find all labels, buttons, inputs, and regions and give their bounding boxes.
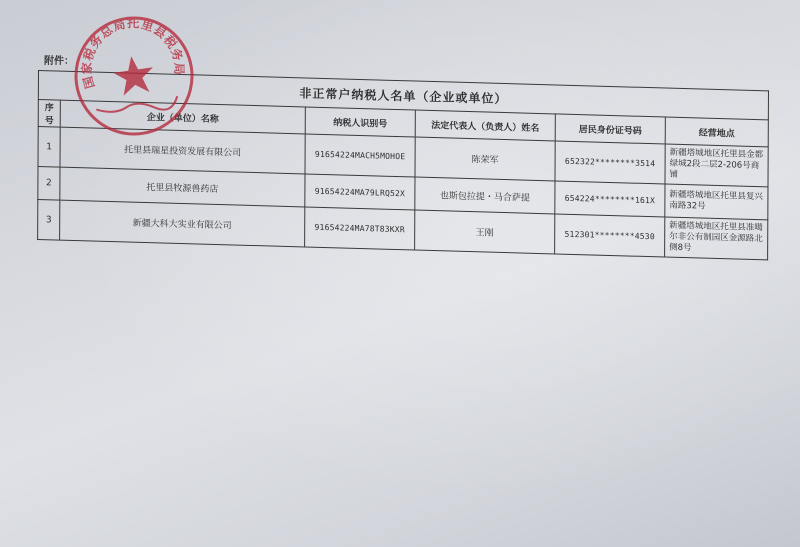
tax-id: 91654224MACH5MOHOE xyxy=(305,134,415,177)
header-cell: 居民身份证号码 xyxy=(555,114,665,144)
legal-representative: 陈荣军 xyxy=(415,137,555,181)
row-number: 1 xyxy=(38,127,60,168)
header-cell: 企业（单位）名称 xyxy=(60,100,305,134)
header-cell: 序号 xyxy=(38,100,60,128)
id-number: 512301********4530 xyxy=(555,214,665,257)
business-address: 新疆塔城地区托里县准噶尔非公有制园区金源路北侧8号 xyxy=(665,217,768,260)
header-cell: 法定代表人（负责人）姓名 xyxy=(415,110,555,141)
business-address: 新疆塔城地区托里县复兴南路32号 xyxy=(665,184,768,220)
attachment-label: 附件： xyxy=(44,56,74,67)
id-number: 654224********161X xyxy=(555,181,665,217)
header-cell: 纳税人识别号 xyxy=(305,107,415,137)
company-name: 托里县瑞星投资发展有限公司 xyxy=(60,127,305,174)
seal-text: 国家税务总局托里县税务局 xyxy=(79,16,187,91)
row-number: 2 xyxy=(38,167,60,201)
header-cell: 经营地点 xyxy=(665,117,768,147)
row-number: 3 xyxy=(38,199,60,240)
id-number: 652322********3514 xyxy=(555,141,665,184)
business-address: 新疆塔城地区托里县金都绿城2段二层2-206号商铺 xyxy=(665,144,768,187)
official-seal-stamp xyxy=(62,4,207,149)
legal-representative: 也斯包拉提・马合萨提 xyxy=(415,177,555,214)
tax-id: 91654224MA78T83KXR xyxy=(305,207,415,250)
company-name: 新疆大科大实业有限公司 xyxy=(60,200,305,247)
tax-id: 91654224MA79LRQ52X xyxy=(305,174,415,210)
company-name: 托里县牧源兽药店 xyxy=(60,167,305,207)
table-title: 非正常户纳税人名单（企业或单位） xyxy=(38,71,768,120)
seal-star-icon xyxy=(111,53,156,96)
legal-representative: 王刚 xyxy=(415,210,555,254)
